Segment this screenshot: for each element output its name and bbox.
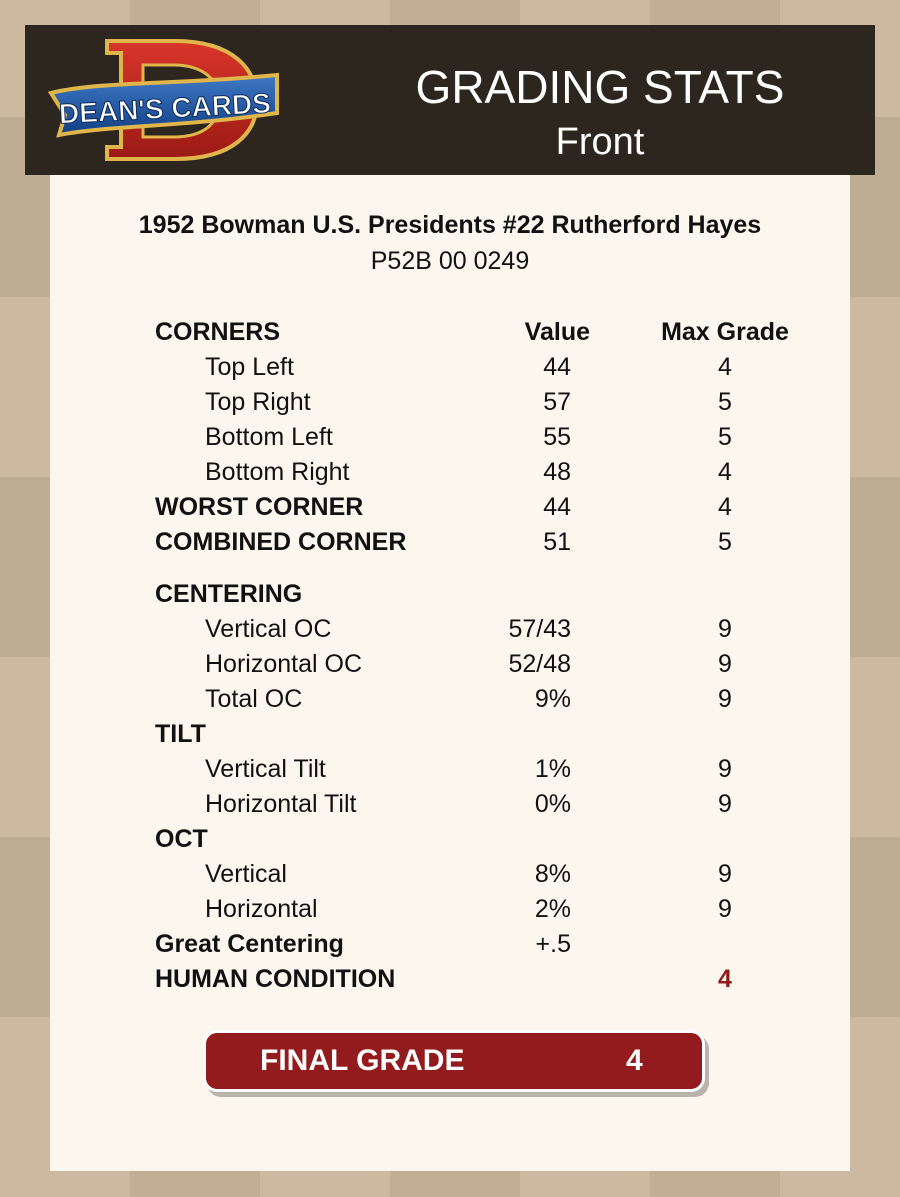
stat-row-horizontal-oc [155, 647, 805, 682]
stat-row-bottom-right [155, 455, 805, 490]
stat-value: 8% [534, 860, 571, 888]
stat-label: Horizontal OC [205, 650, 362, 678]
column-max-grade: Max Grade [661, 318, 789, 346]
stat-value: 1% [534, 755, 571, 783]
header-bar [25, 25, 875, 175]
stats-card [50, 175, 850, 1171]
stat-value: 57 [543, 388, 571, 416]
stat-row-bottom-left [155, 420, 805, 455]
stat-label: COMBINED CORNER [155, 528, 407, 556]
section-label: TILT [155, 720, 206, 748]
stat-max-grade: 9 [718, 685, 732, 713]
stat-max-grade: 9 [718, 650, 732, 678]
stat-max-grade: 5 [718, 388, 732, 416]
section-label: OCT [155, 825, 208, 853]
stat-row-total-oc [155, 682, 805, 717]
column-header-row [155, 315, 805, 350]
stat-max-grade: 9 [718, 895, 732, 923]
stat-value: 44 [543, 493, 571, 521]
stat-value: 2% [534, 895, 571, 923]
stat-label: Horizontal [205, 895, 318, 923]
stat-label: Top Right [205, 388, 311, 416]
section-oct [155, 822, 805, 857]
stat-row-human-condition [155, 962, 805, 997]
stat-value: 52/48 [508, 650, 571, 678]
section-tilt [155, 717, 805, 752]
stat-label: HUMAN CONDITION [155, 965, 396, 993]
stat-max-grade: 4 [718, 965, 732, 993]
section-corners: CORNERS [155, 318, 281, 346]
stat-row-vertical-tilt [155, 752, 805, 787]
stat-value: 44 [543, 353, 571, 381]
stat-max-grade: 9 [718, 860, 732, 888]
page-title: GRADING STATS [415, 61, 785, 113]
stat-row-combined-corner [155, 525, 805, 560]
stat-label: Horizontal Tilt [205, 790, 357, 818]
card-title: 1952 Bowman U.S. Presidents #22 Rutherford Hayes [138, 211, 762, 239]
stat-max-grade: 4 [718, 353, 732, 381]
stat-label: Vertical Tilt [205, 755, 326, 783]
stat-max-grade: 5 [718, 528, 732, 556]
stat-max-grade: 9 [718, 615, 732, 643]
stat-row-horizontal-tilt [155, 787, 805, 822]
stat-label: Top Left [205, 353, 294, 381]
section-centering [155, 577, 805, 612]
stat-label: Vertical [205, 860, 287, 888]
card-id: P52B 00 0249 [370, 247, 530, 275]
deans-cards-logo [45, 35, 285, 165]
stat-row-vertical-oc [155, 612, 805, 647]
stat-value: 9% [534, 685, 571, 713]
column-value: Value [524, 318, 590, 346]
final-grade-label: FINAL GRADE [260, 1044, 465, 1077]
final-grade-value: 4 [626, 1044, 643, 1077]
stats-table [155, 315, 805, 997]
stat-label: Bottom Left [205, 423, 333, 451]
stat-value: 0% [534, 790, 571, 818]
stat-row-top-left [155, 350, 805, 385]
stat-max-grade: 9 [718, 790, 732, 818]
stat-row-oct-horizontal [155, 892, 805, 927]
stat-value: 48 [543, 458, 571, 486]
stat-label: WORST CORNER [155, 493, 364, 521]
stat-label: Bottom Right [205, 458, 350, 486]
stat-row-oct-vertical [155, 857, 805, 892]
stat-label: Vertical OC [205, 615, 332, 643]
stat-max-grade: 4 [718, 458, 732, 486]
final-grade-banner [203, 1030, 705, 1092]
stat-row-worst-corner [155, 490, 805, 525]
section-label: CENTERING [155, 580, 303, 608]
stat-value: 57/43 [508, 615, 571, 643]
stat-label: Great Centering [155, 930, 344, 958]
stat-row-great-centering [155, 927, 805, 962]
stat-max-grade: 5 [718, 423, 732, 451]
stat-label: Total OC [205, 685, 303, 713]
stat-row-top-right [155, 385, 805, 420]
stat-value: 51 [543, 528, 571, 556]
stat-max-grade: 4 [718, 493, 732, 521]
stat-value: 55 [543, 423, 571, 451]
stat-max-grade: 9 [718, 755, 732, 783]
stat-value: +.5 [535, 930, 571, 958]
page-subtitle: Front [555, 121, 645, 163]
logo-text: DEAN'S CARDS [58, 87, 272, 130]
